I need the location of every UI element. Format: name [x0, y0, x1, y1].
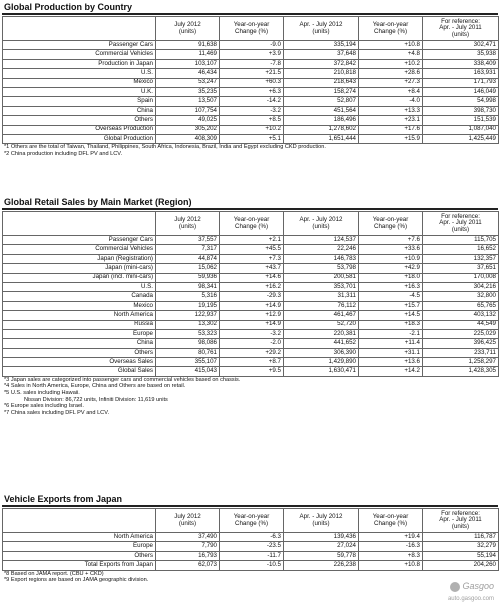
table-cell: +28.6: [359, 69, 423, 78]
table-cell: +43.7: [220, 264, 284, 273]
table-cell: 13,302: [156, 320, 220, 329]
row-label: U.K.: [3, 87, 156, 96]
table-cell: +17.6: [359, 125, 423, 134]
production-body: [3, 41, 499, 144]
table-cell: -7.8: [220, 59, 284, 68]
table-cell: 338,409: [423, 59, 499, 68]
table-row: [3, 97, 499, 106]
table-cell: 65,765: [423, 301, 499, 310]
footnote: *9 Export regions are based on JAMA geographic division.: [4, 577, 149, 584]
table-cell: 146,049: [423, 87, 499, 96]
table-cell: +14.9: [220, 320, 284, 329]
table-cell: +13.3: [359, 106, 423, 115]
table-cell: 305,202: [156, 125, 220, 134]
table-cell: 76,112: [284, 301, 359, 310]
table-row: [3, 254, 499, 263]
table-cell: 107,754: [156, 106, 220, 115]
sales-table: [2, 211, 499, 377]
table-cell: +8.4: [359, 87, 423, 96]
exports-table: [2, 508, 499, 571]
table-cell: 115,705: [423, 236, 499, 245]
table-row: [3, 358, 499, 367]
table-cell: +14.5: [359, 311, 423, 320]
column-header: For reference: Apr. - July 2011 (units): [423, 509, 499, 533]
table-cell: 16,793: [156, 551, 220, 560]
table-cell: 408,309: [156, 134, 220, 143]
table-row: [3, 273, 499, 282]
row-label: China: [3, 106, 156, 115]
table-cell: 46,434: [156, 69, 220, 78]
table-cell: +14.9: [220, 301, 284, 310]
table-cell: 49,025: [156, 116, 220, 125]
table-cell: 204,260: [423, 561, 499, 570]
table-cell: +60.3: [220, 78, 284, 87]
table-cell: +8.5: [220, 116, 284, 125]
table-row: [3, 78, 499, 87]
table-cell: +27.3: [359, 78, 423, 87]
table-cell: -11.7: [220, 551, 284, 560]
row-label: Total Exports from Japan: [3, 561, 156, 570]
table-cell: 62,073: [156, 561, 220, 570]
sales-body: [3, 236, 499, 377]
row-label: Spain: [3, 97, 156, 106]
row-label: Commercial Vehicles: [3, 50, 156, 59]
row-label: Europe: [3, 542, 156, 551]
table-cell: 355,107: [156, 358, 220, 367]
column-header: For reference: Apr. - July 2011 (units): [423, 17, 499, 41]
table-cell: +15.9: [359, 134, 423, 143]
column-header: Apr. - July 2012 (units): [284, 17, 359, 41]
row-label: Passenger Cars: [3, 236, 156, 245]
table-cell: -6.3: [220, 533, 284, 542]
production-table: [2, 16, 499, 144]
column-header: [3, 212, 156, 236]
table-cell: 11,469: [156, 50, 220, 59]
watermark-url: auto.gasgoo.com: [447, 596, 494, 602]
row-label: Production in Japan: [3, 59, 156, 68]
table-cell: +9.5: [220, 367, 284, 376]
row-label: North America: [3, 533, 156, 542]
production-header: [3, 17, 499, 41]
table-row: [3, 236, 499, 245]
row-label: U.S.: [3, 69, 156, 78]
table-cell: +13.6: [359, 358, 423, 367]
column-header: Year-on-year Change (%): [220, 212, 284, 236]
column-header: [3, 17, 156, 41]
table-cell: -2.0: [220, 339, 284, 348]
sales-notes: [2, 377, 498, 417]
table-cell: +2.1: [220, 236, 284, 245]
table-cell: 403,132: [423, 311, 499, 320]
table-cell: 372,842: [284, 59, 359, 68]
table-cell: +29.2: [220, 348, 284, 357]
footnote: *1 Others are the total of Taiwan, Thailand, Philippines, South Africa, Indonesia, Brazil, India and Egypt excluding CKD production.: [4, 144, 326, 151]
row-label: Overseas Production: [3, 125, 156, 134]
table-cell: +42.9: [359, 264, 423, 273]
table-row: [3, 116, 499, 125]
table-cell: 451,564: [284, 106, 359, 115]
table-cell: 15,062: [156, 264, 220, 273]
table-cell: 53,247: [156, 78, 220, 87]
column-header: [3, 509, 156, 533]
table-cell: +7.3: [220, 254, 284, 263]
column-header: Year-on-year Change (%): [359, 509, 423, 533]
table-row: [3, 367, 499, 376]
row-label: Others: [3, 551, 156, 560]
table-cell: +19.4: [359, 533, 423, 542]
table-cell: 37,651: [423, 264, 499, 273]
table-cell: 1,425,449: [423, 134, 499, 143]
table-row: [3, 542, 499, 551]
production-title: Global Production by Country: [2, 1, 498, 15]
table-row: [3, 292, 499, 301]
table-cell: 19,195: [156, 301, 220, 310]
table-cell: 396,425: [423, 339, 499, 348]
table-row: [3, 348, 499, 357]
table-cell: +33.6: [359, 245, 423, 254]
table-cell: 335,194: [284, 41, 359, 50]
table-row: [3, 533, 499, 542]
table-cell: 16,652: [423, 245, 499, 254]
column-header: Apr. - July 2012 (units): [284, 212, 359, 236]
table-row: [3, 50, 499, 59]
gasgoo-logo-icon: [450, 582, 460, 592]
production-notes: [2, 144, 498, 157]
exports-title: Vehicle Exports from Japan: [2, 493, 498, 507]
table-cell: +21.5: [220, 69, 284, 78]
table-cell: -4.0: [359, 97, 423, 106]
row-label: Japan (Registration): [3, 254, 156, 263]
table-cell: 122,937: [156, 311, 220, 320]
table-cell: 304,216: [423, 282, 499, 291]
gasgoo-watermark: [448, 581, 494, 602]
column-header: Year-on-year Change (%): [359, 17, 423, 41]
row-label: Global Production: [3, 134, 156, 143]
table-cell: +10.2: [220, 125, 284, 134]
table-cell: +45.5: [220, 245, 284, 254]
table-cell: 37,557: [156, 236, 220, 245]
table-cell: +10.9: [359, 254, 423, 263]
table-cell: 52,807: [284, 97, 359, 106]
table-cell: 218,643: [284, 78, 359, 87]
table-cell: 233,711: [423, 348, 499, 357]
row-label: Mexico: [3, 301, 156, 310]
footnote: Nissan Division: 86,722 units, Infiniti Division: 11,619 units: [24, 396, 168, 403]
table-cell: -14.2: [220, 97, 284, 106]
row-label: Europe: [3, 329, 156, 338]
table-cell: 353,701: [284, 282, 359, 291]
table-cell: 98,086: [156, 339, 220, 348]
table-row: [3, 311, 499, 320]
table-cell: 441,652: [284, 339, 359, 348]
table-row: [3, 87, 499, 96]
row-label: Mexico: [3, 78, 156, 87]
footnote: *5 U.S. sales including Hawaii.: [4, 390, 80, 397]
table-cell: 44,549: [423, 320, 499, 329]
table-cell: 158,274: [284, 87, 359, 96]
table-cell: -23.5: [220, 542, 284, 551]
table-cell: +15.7: [359, 301, 423, 310]
table-cell: +14.2: [359, 367, 423, 376]
table-cell: 171,793: [423, 78, 499, 87]
table-cell: +12.9: [220, 311, 284, 320]
table-cell: +23.1: [359, 116, 423, 125]
table-cell: +10.8: [359, 41, 423, 50]
table-cell: 132,357: [423, 254, 499, 263]
row-label: North America: [3, 311, 156, 320]
table-cell: 103,107: [156, 59, 220, 68]
table-row: [3, 329, 499, 338]
table-cell: 7,317: [156, 245, 220, 254]
production-section: [2, 1, 498, 157]
footnote: *2 China production including DFL PV and LCV.: [4, 150, 123, 157]
table-cell: 53,323: [156, 329, 220, 338]
table-cell: +3.9: [220, 50, 284, 59]
table-cell: 210,818: [284, 69, 359, 78]
table-cell: +7.6: [359, 236, 423, 245]
table-cell: 151,539: [423, 116, 499, 125]
table-cell: 1,429,890: [284, 358, 359, 367]
table-row: [3, 106, 499, 115]
column-header: July 2012 (units): [156, 17, 220, 41]
table-cell: +16.2: [220, 282, 284, 291]
row-label: Japan (incl. mini-cars): [3, 273, 156, 282]
table-row: [3, 264, 499, 273]
table-cell: 1,428,305: [423, 367, 499, 376]
table-cell: 415,043: [156, 367, 220, 376]
table-cell: +5.1: [220, 134, 284, 143]
table-row: [3, 301, 499, 310]
row-label: Others: [3, 348, 156, 357]
table-cell: +18.3: [359, 320, 423, 329]
table-cell: +11.4: [359, 339, 423, 348]
table-cell: 55,194: [423, 551, 499, 560]
row-label: Others: [3, 116, 156, 125]
table-cell: 13,507: [156, 97, 220, 106]
table-cell: -10.5: [220, 561, 284, 570]
table-row: [3, 561, 499, 570]
table-cell: 1,651,444: [284, 134, 359, 143]
table-cell: 44,874: [156, 254, 220, 263]
table-cell: 27,024: [284, 542, 359, 551]
table-row: [3, 245, 499, 254]
table-cell: 186,496: [284, 116, 359, 125]
table-cell: 116,787: [423, 533, 499, 542]
table-cell: 54,998: [423, 97, 499, 106]
row-label: China: [3, 339, 156, 348]
table-cell: 52,720: [284, 320, 359, 329]
table-cell: 225,029: [423, 329, 499, 338]
table-row: [3, 551, 499, 560]
footnote: *7 China sales including DFL PV and LCV.: [4, 409, 109, 416]
table-row: [3, 320, 499, 329]
row-label: Overseas Sales: [3, 358, 156, 367]
watermark-text: Gasgoo: [462, 581, 494, 592]
table-cell: -3.2: [220, 329, 284, 338]
table-cell: 146,783: [284, 254, 359, 263]
table-cell: 163,931: [423, 69, 499, 78]
table-row: [3, 41, 499, 50]
table-cell: 1,087,040: [423, 125, 499, 134]
footnote: *3 Japan sales are categorized into passenger cars and commercial vehicles based on chassis.: [4, 376, 241, 383]
table-row: [3, 134, 499, 143]
table-cell: -29.3: [220, 292, 284, 301]
table-cell: 1,630,471: [284, 367, 359, 376]
table-cell: 80,761: [156, 348, 220, 357]
table-cell: 35,235: [156, 87, 220, 96]
table-cell: 59,778: [284, 551, 359, 560]
table-cell: +6.3: [220, 87, 284, 96]
table-cell: -16.3: [359, 542, 423, 551]
table-cell: +16.3: [359, 282, 423, 291]
table-row: [3, 69, 499, 78]
column-header: Year-on-year Change (%): [359, 212, 423, 236]
table-cell: 461,467: [284, 311, 359, 320]
column-header: Apr. - July 2012 (units): [284, 509, 359, 533]
table-cell: 53,798: [284, 264, 359, 273]
row-label: Commercial Vehicles: [3, 245, 156, 254]
column-header: July 2012 (units): [156, 212, 220, 236]
sales-title: Global Retail Sales by Main Market (Region): [2, 196, 498, 210]
table-row: [3, 59, 499, 68]
table-cell: 139,436: [284, 533, 359, 542]
table-row: [3, 339, 499, 348]
table-cell: 22,246: [284, 245, 359, 254]
table-cell: 59,936: [156, 273, 220, 282]
footnote: *8 Based on JAMA report. (CBU + CKD): [4, 570, 104, 577]
exports-header: [3, 509, 499, 533]
table-cell: +4.8: [359, 50, 423, 59]
column-header: For reference: Apr. - July 2011 (units): [423, 212, 499, 236]
table-row: [3, 282, 499, 291]
table-cell: 1,278,602: [284, 125, 359, 134]
row-label: Global Sales: [3, 367, 156, 376]
table-cell: -2.1: [359, 329, 423, 338]
table-cell: 31,311: [284, 292, 359, 301]
footnote: *6 Europe sales including Israel.: [4, 403, 84, 410]
table-cell: 200,581: [284, 273, 359, 282]
table-cell: -4.5: [359, 292, 423, 301]
table-cell: 35,938: [423, 50, 499, 59]
footnote: *4 Sales in North America, Europe, China and Others are based on retail.: [4, 383, 186, 390]
row-label: Canada: [3, 292, 156, 301]
exports-section: [2, 493, 498, 584]
sales-section: [2, 196, 498, 416]
column-header: July 2012 (units): [156, 509, 220, 533]
exports-body: [3, 533, 499, 571]
table-cell: +10.2: [359, 59, 423, 68]
table-cell: 306,390: [284, 348, 359, 357]
table-cell: 170,008: [423, 273, 499, 282]
table-cell: 5,316: [156, 292, 220, 301]
sales-header: [3, 212, 499, 236]
table-cell: -9.0: [220, 41, 284, 50]
exports-notes: [2, 571, 498, 584]
table-cell: +8.7: [220, 358, 284, 367]
table-cell: 32,800: [423, 292, 499, 301]
table-cell: 91,638: [156, 41, 220, 50]
table-cell: 220,381: [284, 329, 359, 338]
table-cell: 37,490: [156, 533, 220, 542]
row-label: Japan (mini-cars): [3, 264, 156, 273]
table-cell: 1,258,297: [423, 358, 499, 367]
table-cell: 302,471: [423, 41, 499, 50]
table-cell: 398,730: [423, 106, 499, 115]
table-row: [3, 125, 499, 134]
table-cell: +18.0: [359, 273, 423, 282]
table-cell: 37,648: [284, 50, 359, 59]
table-cell: 124,537: [284, 236, 359, 245]
row-label: Russia: [3, 320, 156, 329]
row-label: U.S.: [3, 282, 156, 291]
column-header: Year-on-year Change (%): [220, 509, 284, 533]
column-header: Year-on-year Change (%): [220, 17, 284, 41]
table-cell: +14.6: [220, 273, 284, 282]
row-label: Passenger Cars: [3, 41, 156, 50]
table-cell: -3.2: [220, 106, 284, 115]
table-cell: 7,790: [156, 542, 220, 551]
table-cell: 226,238: [284, 561, 359, 570]
table-cell: +10.8: [359, 561, 423, 570]
table-cell: +31.1: [359, 348, 423, 357]
table-cell: 32,279: [423, 542, 499, 551]
table-cell: +8.3: [359, 551, 423, 560]
table-cell: 98,341: [156, 282, 220, 291]
